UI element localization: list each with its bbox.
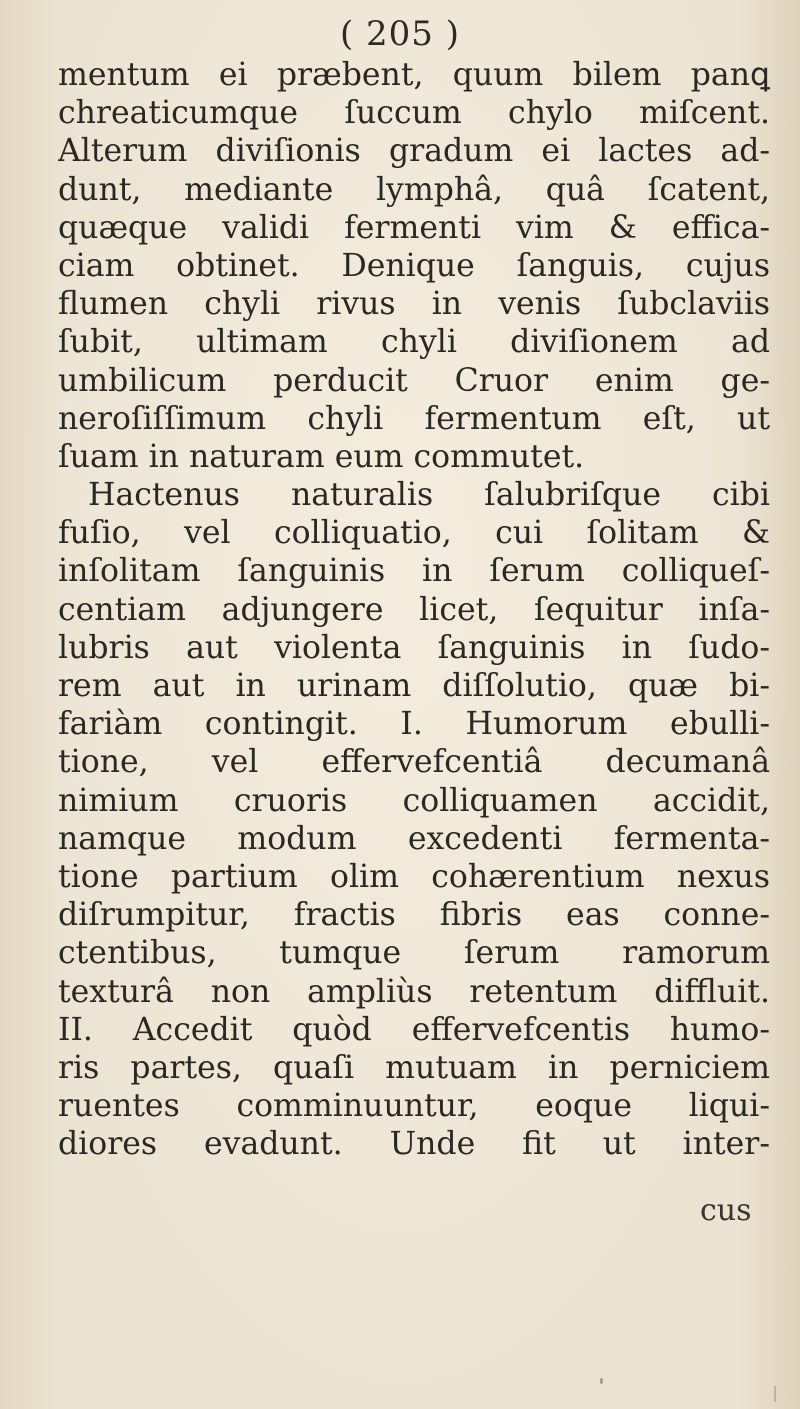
text-line: II. Accedit quòd effervefcentis humo- [58, 1011, 770, 1048]
text-line: quæque validi fermenti vim & effica- [58, 209, 770, 246]
text-line: texturâ non ampliùs retentum diffluit. [58, 973, 770, 1010]
text-line: centiam adjungere licet, ſequitur inſa- [58, 591, 770, 628]
text-line: fariàm contingit. I. Humorum ebulli- [58, 706, 770, 743]
text-line: chreaticumque ſuccum chylo miſcent. [58, 95, 770, 132]
text-line: ciam obtinet. Denique ſanguis, cujus [58, 247, 770, 284]
text-line: diſrumpitur, fractis fibris eas conne- [58, 897, 770, 934]
page-number: ( 205 ) [339, 14, 461, 54]
text-line: flumen chyli rivus in venis ſubclaviis [58, 286, 770, 323]
text-line: umbilicum perducit Cruor enim ge- [58, 362, 770, 399]
text-line: rem aut in urinam diſſolutio, quæ bi- [58, 668, 770, 704]
text-line: diores evadunt. Unde fit ut inter- [58, 1126, 770, 1163]
catchword: cus [700, 1193, 752, 1228]
text-line: tione, vel effervefcentiâ decumanâ [58, 744, 770, 781]
text-line: lubris aut violenta ſanguinis in ſudo- [58, 629, 770, 666]
text-line: ruentes comminuuntur, eoque liqui- [58, 1088, 770, 1125]
text-line: inſolitam ſanguinis in ſerum colliqueſ- [58, 553, 770, 590]
text-line: ſuam in naturam eum commutet. [58, 438, 585, 475]
text-line: ctentibus, tumque ſerum ramorum [58, 935, 770, 972]
text-line: mentum ei præbent, quum bilem panꝗ [58, 57, 770, 93]
text-line: namque modum excedenti fermenta- [58, 820, 770, 857]
text-line: neroſiſſimum chyli fermentum eſt, ut [58, 400, 770, 437]
text-line: dunt, mediante lymphâ, quâ ſcatent, [58, 171, 770, 208]
text-line: Alterum diviſionis gradum ei lactes ad- [58, 133, 770, 170]
text-line: ris partes, quaſi mutuam in perniciem [58, 1049, 770, 1086]
body-text [58, 56, 770, 1163]
paper-speck [600, 1378, 603, 1384]
text-line: tione partium olim cohærentium nexus [58, 858, 770, 895]
text-line: ſubit, ultimam chyli diviſionem ad [58, 324, 770, 361]
text-line: fuſio, vel colliquatio, cui ſolitam & [58, 515, 770, 552]
text-line: nimium cruoris colliquamen accidit, [58, 782, 770, 819]
paragraph-start-line: Hactenus naturalis ſalubriſque cibi [88, 477, 770, 514]
paper-mark [774, 1386, 776, 1402]
